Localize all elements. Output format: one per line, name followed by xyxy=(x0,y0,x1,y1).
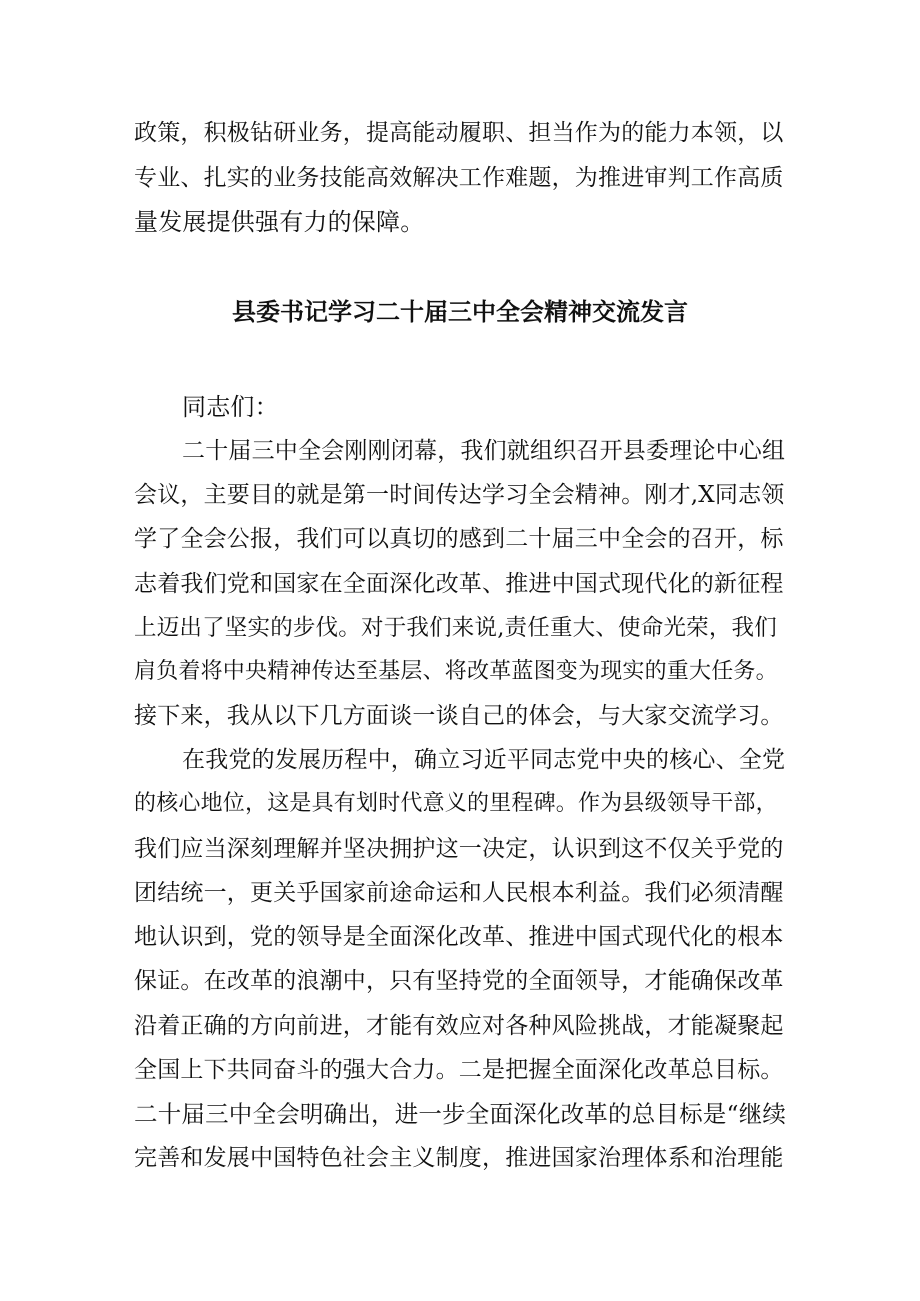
paragraph1-line-7: 接下来，我从以下几方面谈一谈自己的体会，与大家交流学习。 xyxy=(134,703,784,729)
paragraph2-line-6: 保证。在改革的浪潮中，只有坚持党的全面领导，才能确保改革 xyxy=(134,968,784,994)
paragraph2-line-5: 地认识到，党的领导是全面深化改革、推进中国式现代化的根本 xyxy=(134,924,784,950)
paragraph2-line-3: 我们应当深刻理解并坚决拥护这一决定，认识到这不仅关乎党的 xyxy=(134,836,784,862)
paragraph1-line-1: 二十届三中全会刚刚闭幕，我们就组织召开县委理论中心组 xyxy=(182,438,786,464)
prev-paragraph-line-1: 政策，积极钻研业务，提高能动履职、担当作为的能力本领，以 xyxy=(134,120,784,146)
paragraph2-line-9: 二十届三中全会明确出，进一步全面深化改革的总目标是“继续 xyxy=(134,1100,787,1128)
paragraph1-line-6: 肩负着将中央精神传达至基层、将改革蓝图变为现实的重大任务。 xyxy=(134,659,778,684)
paragraph1-line-2: 会议，主要目的就是第一时间传达学习全会精神。刚才,X同志领 xyxy=(134,482,785,508)
prev-paragraph-line-2: 专业、扎实的业务技能高效解决工作难题，为推进审判工作高质 xyxy=(134,165,784,191)
paragraph1-line-3: 学了全会公报，我们可以真切的感到二十届三中全会的召开，标 xyxy=(134,526,784,552)
paragraph1-line-4: 志着我们党和国家在全面深化改革、推进中国式现代化的新征程 xyxy=(134,571,784,597)
paragraph2-line-4: 团结统一，更关乎国家前途命运和人民根本利益。我们必须清醒 xyxy=(134,880,784,906)
paragraph2-line-1: 在我党的发展历程中，确立习近平同志党中央的核心、全党 xyxy=(182,747,786,773)
paragraph2-line-2: 的核心地位，这是具有划时代意义的里程碑。作为县级领导干部， xyxy=(134,791,778,816)
prev-paragraph-line-3: 量发展提供强有力的保障。 xyxy=(134,208,425,236)
paragraph2-line-10: 完善和发展中国特色社会主义制度，推进国家治理体系和治理能 xyxy=(134,1145,784,1171)
document-title: 县委书记学习二十届三中全会精神交流发言 xyxy=(232,297,688,326)
paragraph2-line-8: 全国上下共同奋斗的强大合力。二是把握全面深化改革总目标。 xyxy=(134,1057,784,1083)
salutation: 同志们： xyxy=(182,393,279,421)
paragraph1-line-5: 上迈出了坚实的步伐。对于我们来说,责任重大、使命光荣，我们 xyxy=(134,615,777,641)
paragraph2-line-7: 沿着正确的方向前进，才能有效应对各种风险挑战，才能凝聚起 xyxy=(134,1013,784,1039)
